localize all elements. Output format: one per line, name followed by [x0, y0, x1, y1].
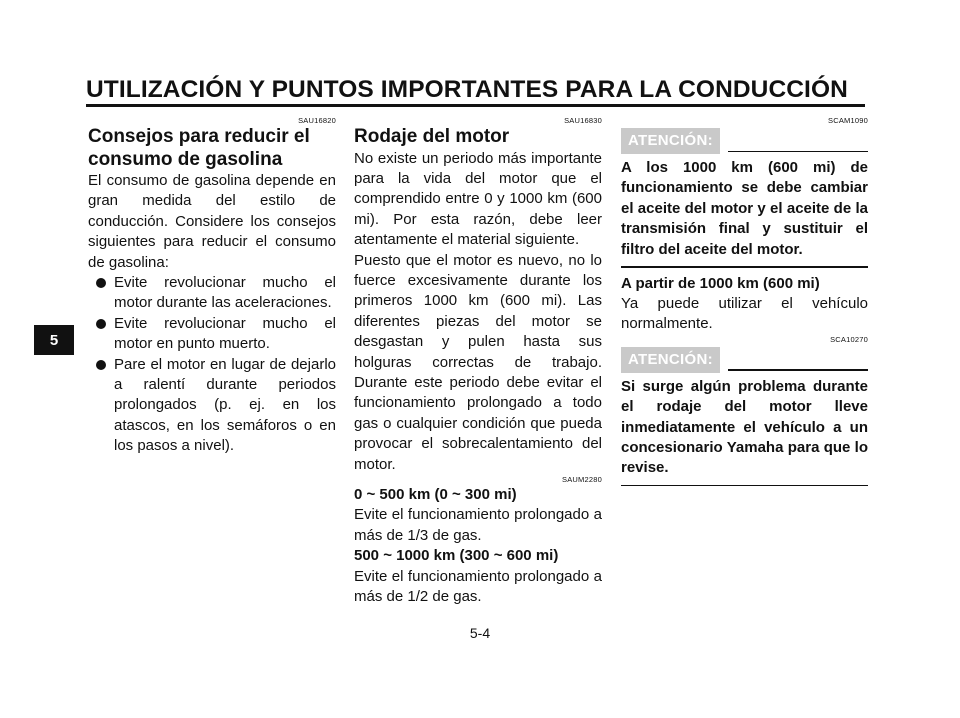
list-item-text: Evite revolucionar mucho el motor durante las aceleraciones.	[114, 274, 336, 312]
fuel-tips-list	[88, 273, 336, 457]
caution-rule	[728, 151, 868, 153]
caution-badge: ATENCIÓN:	[621, 347, 720, 373]
stage-heading-after-1000: A partir de 1000 km (600 mi)	[621, 274, 820, 292]
caution-text-oil-change: A los 1000 km (600 mi) de funcionamiento se debe cambiar el aceite del motor y el aceite de la transmisión final y sustituir el filtro del aceite del motor.	[621, 159, 868, 258]
stage-text-0-500: Evite el funcionamiento prolongado a más de 1/3 de gas.	[354, 506, 602, 544]
caution-text-dealer: Si surge algún problema durante el rodaje del motor lleve inmediatamente el vehículo a un concesionario Yamaha para que lo revise.	[621, 377, 868, 477]
list-item	[96, 355, 336, 457]
bullet-icon	[96, 278, 106, 288]
column-fuel-tips	[88, 116, 336, 457]
caution-end-rule	[621, 266, 868, 268]
section-tab: 5	[34, 325, 74, 355]
list-item-text: Evite revolucionar mucho el motor en punto muerto.	[114, 314, 336, 353]
page-header-title: UTILIZACIÓN Y PUNTOS IMPORTANTES PARA LA CONDUCCIÓN	[86, 76, 848, 103]
stage-text-500-1000: Evite el funcionamiento prolongado a más de 1/2 de gas.	[354, 567, 602, 606]
reference-code: SAUM2280	[562, 475, 602, 484]
list-item-text: Pare el motor en lugar de dejarlo a ralentí durante periodos prolongados (p. ej. en los atascos, en los semáforos o en los pasos a nivel).	[114, 355, 336, 455]
column-cautions	[621, 116, 868, 492]
caution-rule	[728, 369, 868, 371]
reference-code: SCAM1090	[828, 116, 868, 125]
header-rule	[86, 104, 865, 107]
caution-end-rule	[621, 485, 868, 487]
stage-heading-0-500: 0 ~ 500 km (0 ~ 300 mi)	[354, 486, 517, 503]
section-heading-fuel: Consejos para reducir el consumo de gasolina	[88, 126, 310, 170]
break-in-paragraph-1: No existe un periodo más importante para la vida del motor que el comprendido entre 0 y 1000 km (600 mi). Por esta razón, debe leer atentamente el material siguiente.	[354, 149, 602, 249]
bullet-icon	[96, 360, 106, 370]
bullet-icon	[96, 319, 106, 329]
column-engine-break-in	[354, 116, 602, 607]
caution-badge: ATENCIÓN:	[621, 128, 720, 154]
caution-header	[621, 128, 868, 154]
reference-code: SCA10270	[830, 334, 868, 344]
page-number: 5-4	[469, 625, 491, 641]
list-item	[96, 273, 336, 314]
stage-text-after-1000: Ya puede utilizar el vehículo normalmente.	[621, 294, 868, 333]
fuel-intro-paragraph: El consumo de gasolina depende en gran medida del estilo de conducción. Considere los consejos siguientes para reducir el consumo de gasolina:	[88, 172, 336, 271]
caution-header	[621, 347, 868, 373]
section-heading-break-in: Rodaje del motor	[354, 126, 510, 147]
break-in-paragraph-2: Puesto que el motor es nuevo, no lo fuerce excesivamente durante los primeros 1000 km (600 mi). Las diferentes piezas del motor se desgastan y pulen hasta sus holguras correctas de trabajo. Durante este periodo debe evitar el funcionamiento prolongado a todo gas o cualquier condición que pueda provocar el sobrecalentamiento del motor.	[354, 251, 602, 473]
stage-heading-500-1000: 500 ~ 1000 km (300 ~ 600 mi)	[354, 547, 559, 565]
reference-code: SAU16830	[564, 116, 602, 125]
list-item	[96, 314, 336, 355]
reference-code: SAU16820	[298, 116, 336, 125]
